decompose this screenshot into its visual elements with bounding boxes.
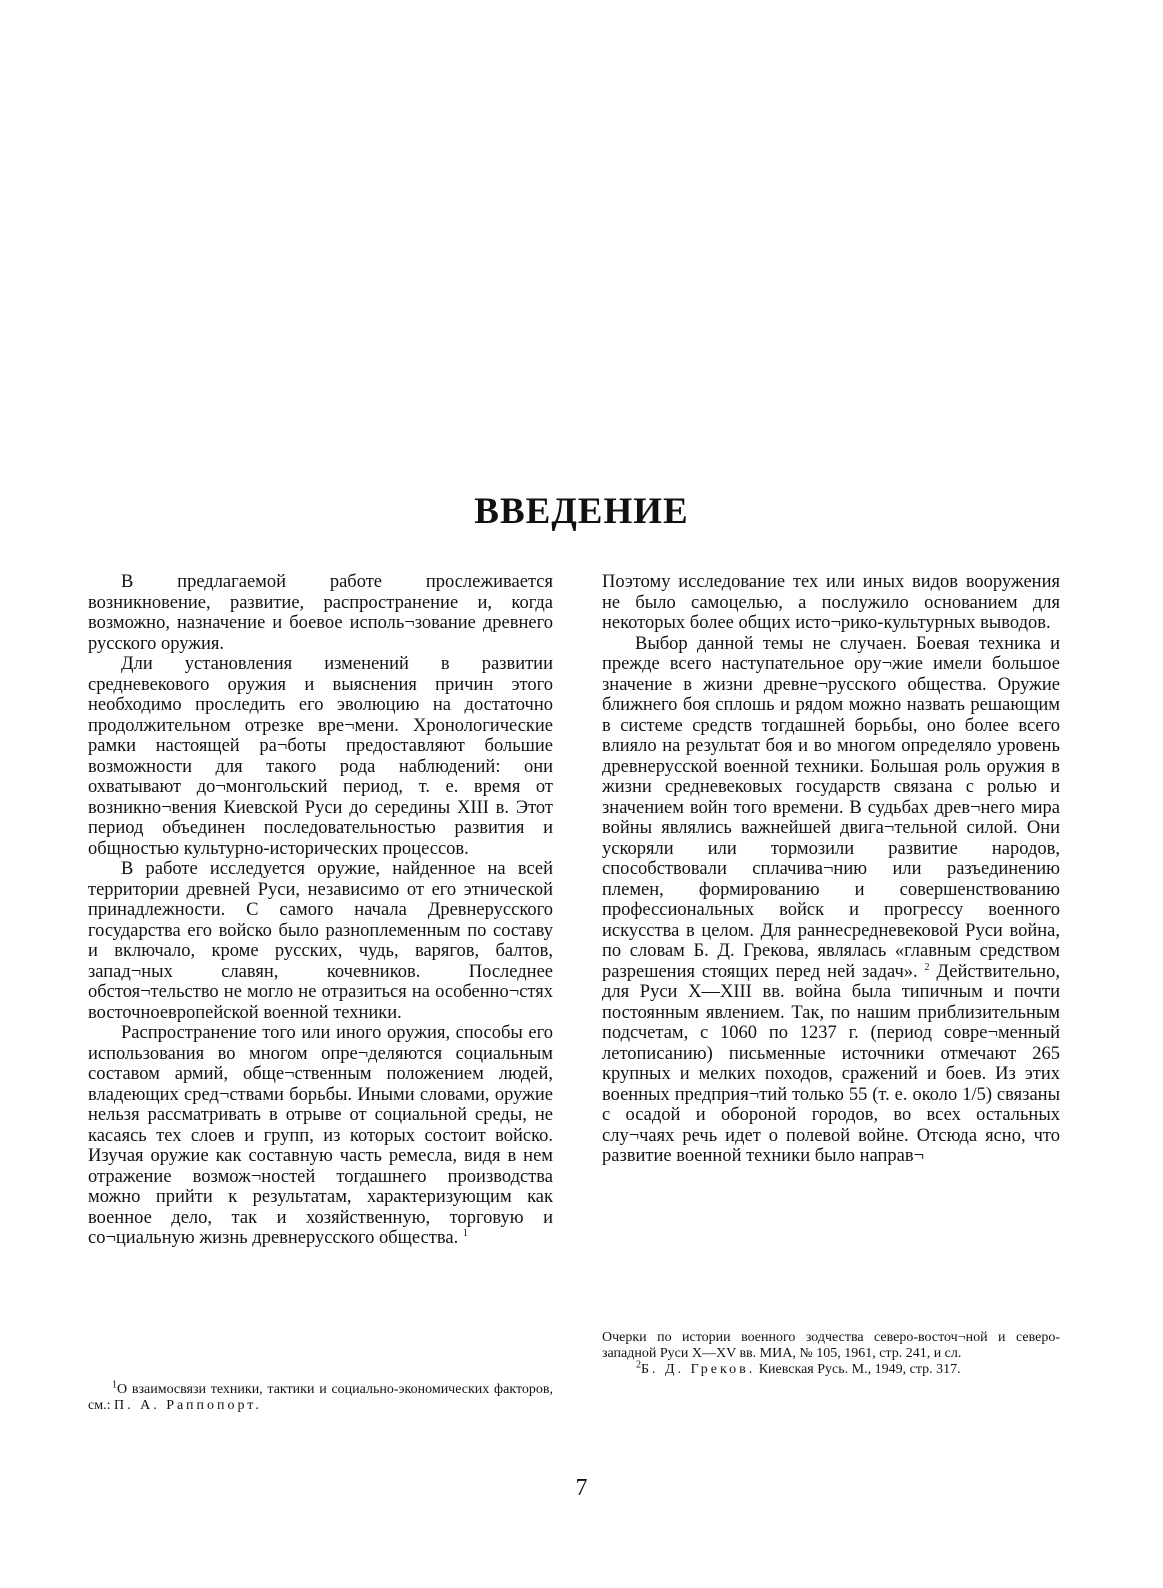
- footnote-ref: 1: [462, 1227, 468, 1239]
- paragraph: [602, 634, 1060, 1167]
- footnote-marker: 2: [636, 1359, 641, 1371]
- page-number: 7: [575, 1475, 588, 1501]
- paragraph: Дли установления изменений в развитии средневекового оружия и выяснения причин этого необходимо проследить его эволюцию на достаточно продолжительном отрезке вре¬мени. Хронологические рамки настоящей ра¬боты предоставляют большие возможности для такого рода наблюдений: они охватывают до¬монгольский период, т. е. время от возникно¬вения Киевской Руси до середины XIII в. Этот период объединен последовательностью развития и общностью культурно-исторических процессов.: [88, 654, 553, 859]
- paragraph: В предлагаемой работе прослеживается возникновение, развитие, распространение и, когда возможно, назначение и боевое исполь¬зование древнего русского оружия.: [88, 572, 553, 654]
- footnote-text: Киевская Русь. М., 1949, стр. 317.: [755, 1362, 961, 1377]
- paragraph-text: Выбор данной темы не случаен. Боевая техника и прежде всего наступательное ору¬жие имели большое значение в жизни древне¬русского общества. Оружие ближнего боя сплошь и рядом можно назвать решающим в системе средств тогдашней борьбы, оно более всего влияло на результат боя и во многом определяло уровень древнерусской военной техники. Большая роль оружия в жизни средневековых государств связана с ролью и значением войн того времени. В судьбах древ¬него мира войны являлись важнейшей двига¬тельной силой. Они ускоряли или тормозили развитие народов, способствовали сплачива¬нию или разъединению племен, формированию и совершенствованию профессиональных войск и прогрессу военного искусства в целом. Для раннесредневековой Руси война, по словам Б. Д. Грекова, являлась «главным средством разрешения стоящих перед ней задач».: [602, 633, 1060, 982]
- footnote-marker: 1: [112, 1379, 117, 1391]
- paragraph: В работе исследуется оружие, найденное на всей территории древней Руси, независимо от его этнической принадлежности. С самого начала Древнерусского государства его войско было разноплеменным по составу и включало, кроме русских, чудь, варягов, балтов, запад¬ных славян, кочевников. Последнее обстоя¬тельство не могло не отразиться на особенно¬стях восточноевропейской военной техники.: [88, 859, 553, 1023]
- footnote-right: [602, 1330, 1060, 1378]
- footnote-author: Б. Д. Греков.: [641, 1362, 756, 1377]
- footnote-ref: 2: [924, 961, 930, 973]
- footnote-text: О взаимосвязи техники, тактики и социально-экономических факторов, см.:: [88, 1382, 553, 1413]
- footnote-continuation: Очерки по истории военного зодчества северо-восточ¬ной и северо-западной Руси X—XV вв. МИА, № 105, 1961, стр. 241, и сл.: [602, 1330, 1060, 1361]
- paragraph: Поэтому исследование тех или иных видов вооружения не было самоцелью, а послужило основанием для некоторых более общих исто¬рико-культурных выводов.: [602, 572, 1060, 633]
- footnote-author: П. А. Раппопорт.: [113, 1398, 262, 1413]
- paragraph: [88, 1023, 553, 1249]
- chapter-title: ВВЕДЕНИЕ: [474, 491, 689, 532]
- paragraph-text: Распространение того или иного оружия, способы его использования во многом опре¬деляются социальным составом армий, обще¬ственным положением людей, владеющих сред¬ствами борьбы. Иными словами, оружие нельзя рассматривать в отрыве от социальной среды, не касаясь тех слоев и групп, из которых состоит войско. Изучая оружие как составную часть ремесла, видя в нем отражение возмож¬ностей тогдашнего производства можно прийти к результатам, характеризующим как военное дело, так и хозяйственную, торговую и со¬циальную жизнь древнерусского общества.: [88, 1023, 553, 1248]
- paragraph-text: Действительно, для Руси X—XIII вв. война была типичным и почти постоянным явлением. Так, по нашим приблизительным подсчетам, с 1060 по 1237 г. (период совре¬менный летописанию) письменные источники отмечают 265 крупных и мелких походов, сражений и боев. Из этих военных предприя¬тий только 55 (т. е. около 1/5) связаны с осадой и обороной городов, во всех остальных слу¬чаях речь идет о полевой войне. Отсюда ясно, что развитие военной техники было направ¬: [602, 961, 1061, 1166]
- right-text-column: [602, 572, 1060, 1167]
- left-text-column: [88, 572, 553, 1249]
- footnote-left: [88, 1379, 553, 1414]
